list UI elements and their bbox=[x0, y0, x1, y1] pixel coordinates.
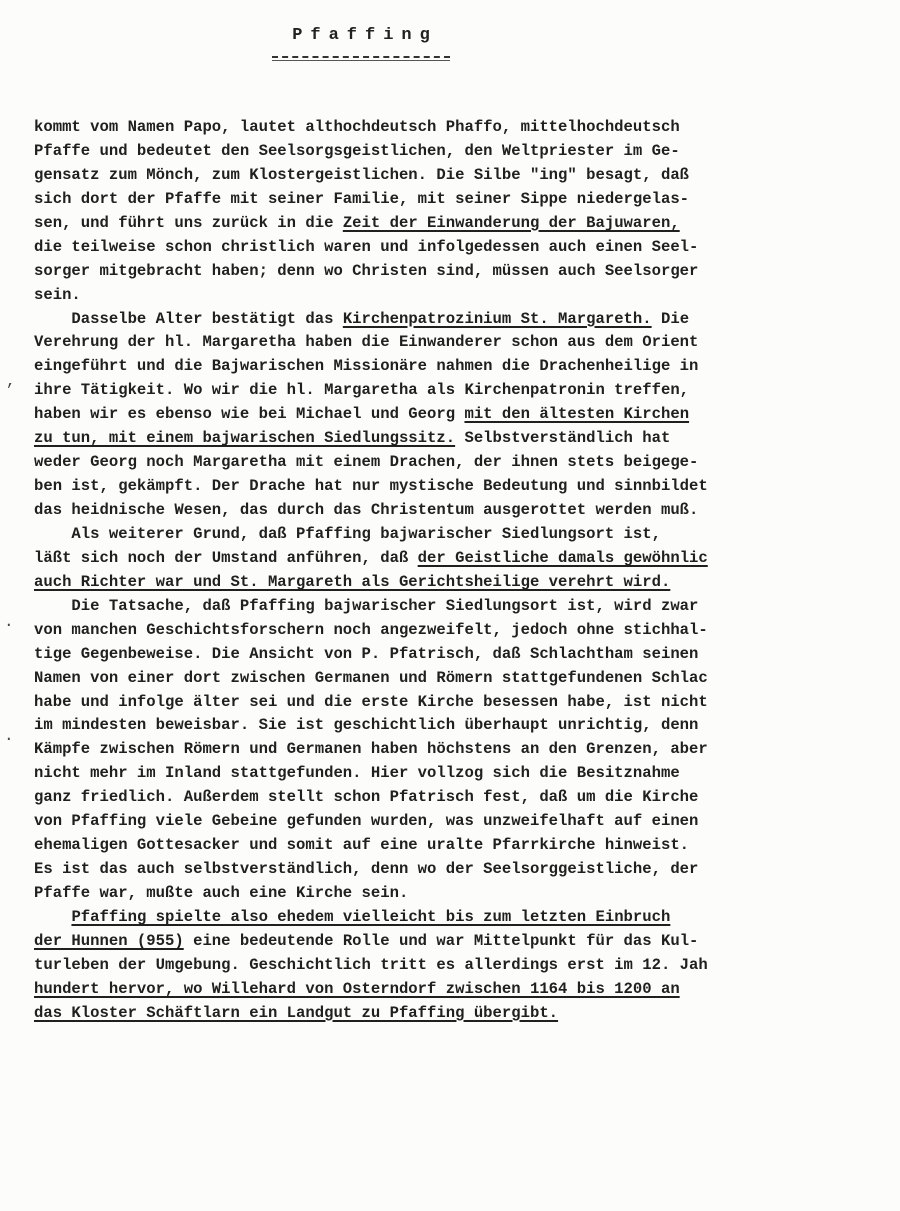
text-line bbox=[34, 379, 894, 403]
text-line bbox=[34, 834, 894, 858]
text-segment: Pfaffe und bedeutet den Seelsorgsgeistlichen, den Weltpriester im Ge- bbox=[34, 141, 680, 160]
text-line bbox=[34, 236, 894, 260]
margin-mark: · bbox=[4, 730, 14, 748]
text-segment: von manchen Geschichtsforschern noch angezweifelt, jedoch ohne stichhal- bbox=[34, 620, 708, 639]
text-segment bbox=[34, 908, 71, 926]
text-segment: ehemaligen Gottesacker und somit auf eine uralte Pfarrkirche hinweist. bbox=[34, 836, 690, 855]
text-line bbox=[34, 1002, 894, 1026]
text-line bbox=[34, 164, 894, 188]
text-line bbox=[34, 116, 894, 140]
text-line bbox=[34, 284, 894, 308]
text-line bbox=[34, 499, 894, 523]
text-line bbox=[34, 451, 894, 475]
underlined-text: Kirchenpatrozinium St. Margareth. bbox=[342, 309, 652, 328]
underlined-text: zu tun, mit einem bajwarischen Siedlungssitz. bbox=[34, 429, 456, 448]
text-segment: Kämpfe zwischen Römern und Germanen haben höchstens an den Grenzen, aber bbox=[34, 740, 708, 759]
text-line bbox=[34, 667, 894, 691]
text-segment: Dasselbe Alter bestätigt das bbox=[34, 309, 343, 328]
text-segment: Verehrung der hl. Margaretha haben die Einwanderer schon aus dem Orient bbox=[34, 333, 699, 352]
underlined-text: Zeit der Einwanderung der Bajuwaren, bbox=[342, 213, 680, 232]
underlined-text: auch Richter war und St. Margareth als Gerichtsheilige verehrt wird. bbox=[34, 572, 671, 591]
text-segment: sorger mitgebracht haben; denn wo Christen sind, müssen auch Seelsorger bbox=[34, 261, 699, 280]
text-segment: habe und infolge älter sei und die erste Kirche besessen habe, ist nicht bbox=[34, 692, 708, 711]
text-segment: ihre Tätigkeit. Wo wir die hl. Margaretha als Kirchenpatronin treffen, bbox=[34, 381, 690, 400]
text-segment: Als weiterer Grund, daß Pfaffing bajwarischer Siedlungsort ist, bbox=[34, 524, 661, 543]
text-line bbox=[34, 308, 894, 332]
text-line bbox=[34, 355, 894, 379]
text-segment: läßt sich noch der Umstand anführen, daß bbox=[34, 548, 418, 567]
text-segment: Die Tatsache, daß Pfaffing bajwarischer Siedlungsort ist, wird zwar bbox=[34, 596, 699, 615]
text-line bbox=[34, 882, 894, 906]
text-segment: nicht mehr im Inland stattgefunden. Hier vollzog sich die Besitznahme bbox=[34, 764, 680, 783]
text-line bbox=[34, 930, 894, 954]
text-segment: kommt vom Namen Papo, lautet althochdeutsch Phaffo, mittelhochdeutsch bbox=[34, 118, 680, 136]
text-line bbox=[34, 691, 894, 715]
underlined-text: mit den ältesten Kirchen bbox=[464, 405, 690, 424]
text-line bbox=[34, 140, 894, 164]
text-segment: weder Georg noch Margaretha mit einem Drachen, der ihnen stets beigege- bbox=[34, 453, 699, 472]
text-segment: eingeführt und die Bajwarischen Missionäre nahmen die Drachenheilige in bbox=[34, 357, 699, 376]
text-segment: haben wir es ebenso wie bei Michael und Georg bbox=[34, 405, 465, 424]
text-line bbox=[34, 571, 894, 595]
text-segment: sich dort der Pfaffe mit seiner Familie, mit seiner Sippe niedergelas- bbox=[34, 189, 690, 208]
text-segment: von Pfaffing viele Gebeine gefunden wurden, was unzweifelhaft auf einen bbox=[34, 812, 699, 831]
text-line bbox=[34, 978, 894, 1002]
text-segment: sen, und führt uns zurück in die bbox=[34, 213, 343, 232]
margin-mark: · bbox=[4, 616, 14, 634]
text-line bbox=[34, 331, 894, 355]
underlined-text: hundert hervor, wo Willehard von Osterndorf zwischen 1164 bis 1200 an bbox=[34, 979, 680, 998]
text-segment: Namen von einer dort zwischen Germanen und Römern stattgefundenen Schlac bbox=[34, 668, 708, 687]
underlined-text: Pfaffing spielte also ehedem vielleicht bis zum letzten Einbruch bbox=[71, 907, 671, 926]
text-segment: gensatz zum Mönch, zum Klostergeistlichen. Die Silbe "ing" besagt, daß bbox=[34, 165, 690, 184]
text-line bbox=[34, 475, 894, 499]
text-segment: Selbstverständlich hat bbox=[455, 429, 671, 448]
text-line bbox=[34, 212, 894, 236]
text-line bbox=[34, 403, 894, 427]
text-line bbox=[34, 260, 894, 284]
text-line bbox=[34, 595, 894, 619]
text-segment: das heidnische Wesen, das durch das Christentum ausgerottet werden muß. bbox=[34, 501, 699, 519]
text-line bbox=[34, 810, 894, 834]
page-title: Pfaffing bbox=[292, 26, 438, 45]
title-underline-rule bbox=[272, 60, 450, 61]
text-line bbox=[34, 906, 894, 930]
text-line bbox=[34, 762, 894, 786]
text-segment: ben ist, gekämpft. Der Drache hat nur mystische Bedeutung und sinnbildet bbox=[34, 477, 708, 496]
underlined-text: das Kloster Schäftlarn ein Landgut zu Pfaffing übergibt. bbox=[34, 1003, 559, 1022]
text-line bbox=[34, 643, 894, 667]
text-segment: im mindesten beweisbar. Sie ist geschichtlich überhaupt unrichtig, denn bbox=[34, 716, 699, 735]
text-segment: ganz friedlich. Außerdem stellt schon Pfatrisch fest, daß um die Kirche bbox=[34, 788, 699, 807]
margin-mark: , bbox=[6, 372, 16, 390]
text-line bbox=[34, 786, 894, 810]
text-line bbox=[34, 188, 894, 212]
text-segment: Pfaffe war, mußte auch eine Kirche sein. bbox=[34, 884, 409, 902]
body-text bbox=[34, 116, 894, 1026]
text-segment: Die bbox=[651, 309, 690, 328]
text-line bbox=[34, 738, 894, 762]
underlined-text: der Geistliche damals gewöhnlic bbox=[417, 548, 708, 567]
text-line bbox=[34, 523, 894, 547]
text-segment: turleben der Umgebung. Geschichtlich tritt es allerdings erst im 12. Jah bbox=[34, 955, 708, 974]
text-line bbox=[34, 619, 894, 643]
text-segment: die teilweise schon christlich waren und infolgedessen auch einen Seel- bbox=[34, 237, 699, 256]
text-segment: Es ist das auch selbstverständlich, denn wo der Seelsorggeistliche, der bbox=[34, 860, 699, 879]
underlined-text: der Hunnen (955) bbox=[34, 931, 184, 950]
text-segment: tige Gegenbeweise. Die Ansicht von P. Pfatrisch, daß Schlachtham seinen bbox=[34, 644, 699, 663]
text-line bbox=[34, 547, 894, 571]
text-line bbox=[34, 858, 894, 882]
text-segment: sein. bbox=[34, 285, 81, 304]
text-line bbox=[34, 714, 894, 738]
text-line bbox=[34, 427, 894, 451]
title-underline bbox=[272, 56, 450, 58]
text-line bbox=[34, 954, 894, 978]
text-segment: eine bedeutende Rolle und war Mittelpunkt für das Kul- bbox=[183, 931, 699, 950]
